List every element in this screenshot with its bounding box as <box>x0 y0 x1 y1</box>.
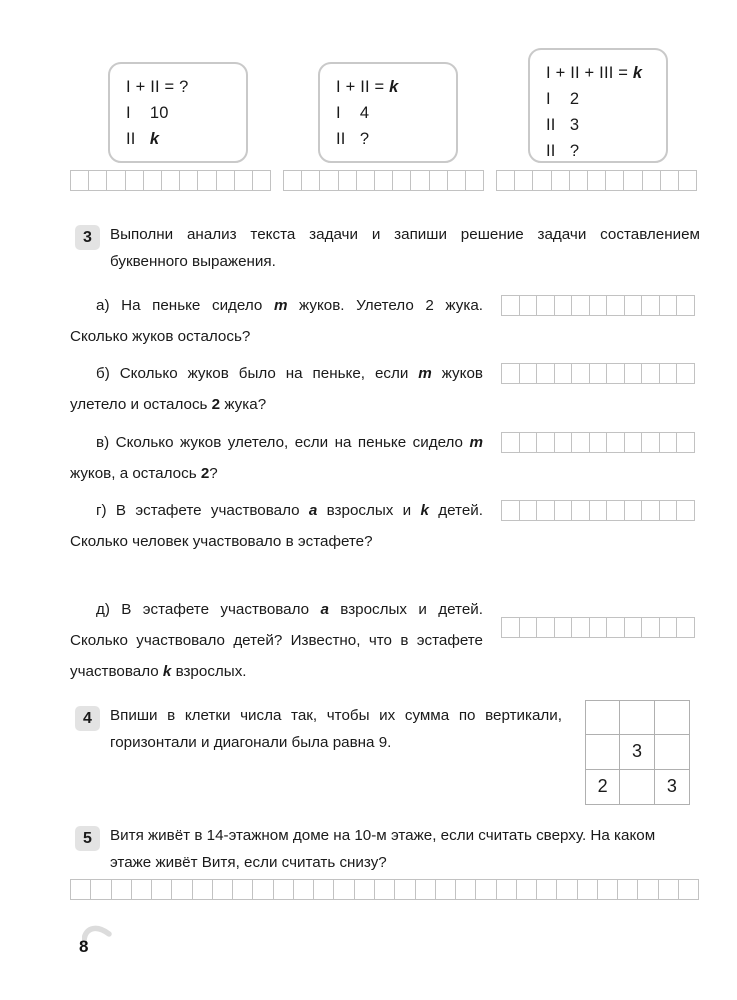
answer-cell[interactable] <box>537 296 555 315</box>
subitem-text: В эстафете участвовало a взрослых и детей. Сколько участвовало детей? Известно, что в эстафете участвовало k взрослых. <box>70 601 483 680</box>
answer-cell[interactable] <box>456 880 476 899</box>
magic-cell-filled[interactable]: 3 <box>666 776 677 797</box>
equation-text: I 2 <box>546 90 580 108</box>
answer-cell[interactable] <box>660 433 678 452</box>
answer-cell[interactable] <box>642 296 660 315</box>
answer-cell[interactable] <box>555 364 573 383</box>
answer-cell[interactable] <box>606 171 624 190</box>
answer-cell[interactable] <box>302 171 320 190</box>
answer-cell[interactable] <box>642 364 660 383</box>
answer-cell[interactable] <box>520 364 538 383</box>
variable-symbol: m <box>418 365 432 382</box>
answer-cell[interactable] <box>520 433 538 452</box>
answer-cell[interactable] <box>497 171 515 190</box>
answer-cell[interactable] <box>144 171 162 190</box>
page-footer <box>74 922 144 972</box>
variable-symbol: a <box>308 502 318 519</box>
variable-symbol: k <box>420 502 429 519</box>
answer-cell[interactable] <box>590 364 608 383</box>
answer-cell[interactable] <box>659 880 679 899</box>
answer-cell[interactable] <box>91 880 111 899</box>
answer-cell[interactable] <box>625 433 643 452</box>
subitem-label: д) <box>96 601 110 618</box>
card-equation-line <box>126 126 246 152</box>
subitem-label: г) <box>96 502 107 519</box>
subitem-text: В эстафете участвовало a взрослых и k детей. Сколько человек участвовало в эстафете? <box>70 502 483 550</box>
answer-strip-3a[interactable] <box>501 295 695 316</box>
magic-cell-filled[interactable]: 3 <box>620 735 654 769</box>
answer-cell[interactable] <box>572 618 590 637</box>
answer-cell[interactable] <box>284 171 302 190</box>
answer-cell[interactable] <box>607 501 625 520</box>
answer-cell[interactable] <box>607 433 625 452</box>
answer-cell[interactable] <box>625 618 643 637</box>
answer-cell[interactable] <box>107 171 125 190</box>
answer-cell[interactable] <box>677 501 694 520</box>
answer-cell[interactable] <box>590 433 608 452</box>
variable-symbol: k <box>389 78 399 96</box>
answer-cell[interactable] <box>679 171 696 190</box>
answer-cell[interactable] <box>502 501 520 520</box>
answer-cell[interactable] <box>552 171 570 190</box>
answer-cell[interactable] <box>572 364 590 383</box>
exercise5-prompt: Витя живёт в 14-этажном доме на 10-м этаже, если считать сверху. На каком этаже живёт Витя, если считать снизу? <box>110 827 656 871</box>
exercise3-prompt: Выполни анализ текста задачи и запиши решение задачи составлением буквенного выражения. <box>110 226 700 270</box>
variable-symbol: m <box>273 297 288 314</box>
answer-cell[interactable] <box>253 171 270 190</box>
exercise4-prompt: Впиши в клетки числа так, чтобы их сумма по вертикали, горизонтали и диагонали была равна 9. <box>110 707 562 751</box>
answer-cell[interactable] <box>557 880 577 899</box>
answer-cell[interactable] <box>607 296 625 315</box>
answer-cell[interactable] <box>638 880 658 899</box>
answer-cell[interactable] <box>642 433 660 452</box>
answer-cell[interactable] <box>339 171 357 190</box>
answer-cell[interactable] <box>152 880 172 899</box>
answer-cell[interactable] <box>533 171 551 190</box>
variable-symbol: k <box>149 130 160 148</box>
equation-text: I 10 <box>126 104 169 122</box>
answer-cell[interactable] <box>660 296 678 315</box>
subitem-label: а) <box>96 297 110 314</box>
answer-cell[interactable] <box>89 171 107 190</box>
answer-cell[interactable] <box>537 433 555 452</box>
answer-cell[interactable] <box>625 364 643 383</box>
subitem-label: в) <box>96 434 110 451</box>
card-equation-line <box>336 74 456 100</box>
answer-cell[interactable] <box>497 880 517 899</box>
answer-cell[interactable] <box>375 880 395 899</box>
card-equation-line <box>126 100 246 126</box>
answer-cell[interactable] <box>642 501 660 520</box>
equation-text: I + II = ? <box>126 78 189 96</box>
answer-cell[interactable] <box>515 171 533 190</box>
answer-cell[interactable] <box>357 171 375 190</box>
answer-cell[interactable] <box>572 501 590 520</box>
answer-cell[interactable] <box>430 171 448 190</box>
variable-symbol: k <box>162 663 172 680</box>
subitem-text: Сколько жуков было на пеньке, если m жуков улетело и осталось 2 жука? <box>70 365 483 413</box>
card-equation-line <box>546 112 666 138</box>
magic-cell-empty[interactable] <box>655 701 689 735</box>
magic-cell-empty[interactable] <box>655 735 689 769</box>
answer-cell[interactable] <box>537 880 557 899</box>
answer-cell[interactable] <box>217 171 235 190</box>
exercise3-item-b <box>70 358 483 420</box>
answer-cell[interactable] <box>537 501 555 520</box>
answer-cell[interactable] <box>393 171 411 190</box>
answer-cell[interactable] <box>162 171 180 190</box>
answer-cell[interactable] <box>71 171 89 190</box>
equation-card-2 <box>318 62 458 163</box>
answer-cell[interactable] <box>502 364 520 383</box>
answer-cell[interactable] <box>590 296 608 315</box>
subitem-text: На пеньке сидело m жуков. Улетело 2 жука. Сколько жуков осталось? <box>70 297 483 345</box>
answer-cell[interactable] <box>436 880 456 899</box>
equation-text: II ? <box>336 130 370 148</box>
answer-cell[interactable] <box>112 880 132 899</box>
answer-cell[interactable] <box>677 364 694 383</box>
answer-cell[interactable] <box>448 171 466 190</box>
answer-cell[interactable] <box>607 618 625 637</box>
answer-strip-3b[interactable] <box>501 363 695 384</box>
answer-cell[interactable] <box>502 296 520 315</box>
exercise3-item-v <box>70 427 483 489</box>
answer-cell[interactable] <box>624 171 642 190</box>
answer-cell[interactable] <box>395 880 415 899</box>
answer-cell[interactable] <box>416 880 436 899</box>
answer-cell[interactable] <box>677 433 694 452</box>
magic-cell-empty[interactable] <box>586 701 620 735</box>
subitem-text: Сколько жуков улетело, если на пеньке сидело m жуков, а осталось 2? <box>70 434 483 482</box>
variable-symbol: m <box>469 434 483 451</box>
answer-cell[interactable] <box>618 880 638 899</box>
card-equation-line <box>126 74 246 100</box>
answer-cell[interactable] <box>520 501 538 520</box>
answer-cell[interactable] <box>642 618 660 637</box>
exercise-number-4: 4 <box>75 706 100 731</box>
answer-cell[interactable] <box>502 433 520 452</box>
answer-cell[interactable] <box>625 501 643 520</box>
subitem-label: б) <box>96 365 110 382</box>
answer-cell[interactable] <box>537 364 555 383</box>
answer-cell[interactable] <box>555 433 573 452</box>
answer-cell[interactable] <box>411 171 429 190</box>
answer-cell[interactable] <box>677 618 694 637</box>
answer-cell[interactable] <box>590 618 608 637</box>
card-equation-line <box>546 60 666 86</box>
answer-cell[interactable] <box>132 880 152 899</box>
answer-cell[interactable] <box>660 364 678 383</box>
answer-strip-top-1[interactable] <box>70 170 271 191</box>
answer-cell[interactable] <box>555 501 573 520</box>
answer-cell[interactable] <box>520 618 538 637</box>
answer-cell[interactable] <box>274 880 294 899</box>
answer-strip-top-3[interactable] <box>496 170 697 191</box>
card-equation-line <box>546 86 666 112</box>
variable-symbol: k <box>632 64 643 82</box>
answer-strip-5[interactable] <box>70 879 699 900</box>
magic-cell-empty[interactable] <box>620 701 654 735</box>
answer-cell[interactable] <box>466 171 483 190</box>
answer-cell[interactable] <box>520 296 538 315</box>
answer-cell[interactable] <box>570 171 588 190</box>
equation-text: I + II + III = <box>546 64 633 82</box>
variable-symbol: a <box>320 601 329 618</box>
magic-square[interactable] <box>585 700 690 805</box>
answer-cell[interactable] <box>590 501 608 520</box>
answer-cell[interactable] <box>661 171 679 190</box>
answer-cell[interactable] <box>375 171 393 190</box>
answer-strip-3d[interactable] <box>501 617 695 638</box>
card-equation-line <box>336 126 456 152</box>
answer-cell[interactable] <box>314 880 334 899</box>
answer-cell[interactable] <box>235 171 253 190</box>
magic-cell-empty[interactable] <box>586 735 620 769</box>
answer-cell[interactable] <box>320 171 338 190</box>
answer-cell[interactable] <box>294 880 314 899</box>
magic-cell-empty[interactable] <box>620 770 654 804</box>
answer-cell[interactable] <box>588 171 606 190</box>
answer-cell[interactable] <box>334 880 354 899</box>
answer-cell[interactable] <box>598 880 618 899</box>
equation-text: I + II = <box>336 78 390 96</box>
answer-cell[interactable] <box>71 880 91 899</box>
answer-cell[interactable] <box>537 618 555 637</box>
answer-cell[interactable] <box>677 296 694 315</box>
answer-cell[interactable] <box>555 618 573 637</box>
answer-cell[interactable] <box>607 364 625 383</box>
answer-cell[interactable] <box>355 880 375 899</box>
exercise3-item-d <box>70 594 483 687</box>
bold-number: 2 <box>200 465 210 482</box>
exercise-number-5: 5 <box>75 826 100 851</box>
answer-cell[interactable] <box>233 880 253 899</box>
top-cards-row <box>70 44 700 166</box>
answer-cell[interactable] <box>476 880 496 899</box>
answer-cell[interactable] <box>625 296 643 315</box>
answer-strip-3g[interactable] <box>501 500 695 521</box>
page-number: 8 <box>79 937 89 956</box>
answer-cell[interactable] <box>572 296 590 315</box>
equation-text: II ? <box>546 142 580 160</box>
answer-cell[interactable] <box>180 171 198 190</box>
answer-cell[interactable] <box>193 880 213 899</box>
answer-cell[interactable] <box>578 880 598 899</box>
answer-cell[interactable] <box>198 171 216 190</box>
answer-cell[interactable] <box>555 296 573 315</box>
card-equation-line <box>546 138 666 164</box>
answer-cell[interactable] <box>660 618 678 637</box>
equation-text: II <box>126 130 150 148</box>
answer-cell[interactable] <box>502 618 520 637</box>
answer-cell[interactable] <box>679 880 698 899</box>
answer-cell[interactable] <box>253 880 273 899</box>
answer-cell[interactable] <box>517 880 537 899</box>
answer-cell[interactable] <box>643 171 661 190</box>
answer-cell[interactable] <box>213 880 233 899</box>
equation-card-3 <box>528 48 668 163</box>
answer-strip-top-2[interactable] <box>283 170 484 191</box>
card-equation-line <box>336 100 456 126</box>
exercise3-item-a <box>70 290 483 352</box>
equation-text: II 3 <box>546 116 580 134</box>
exercise3-item-g <box>70 495 483 557</box>
answer-strip-3v[interactable] <box>501 432 695 453</box>
magic-cell-filled[interactable]: 2 <box>586 770 620 804</box>
exercise-number-3: 3 <box>75 225 100 250</box>
answer-cell[interactable] <box>126 171 144 190</box>
answer-cell[interactable] <box>660 501 678 520</box>
answer-cell[interactable] <box>572 433 590 452</box>
bold-number: 2 <box>211 396 221 413</box>
equation-text: I 4 <box>336 104 370 122</box>
equation-card-1 <box>108 62 248 163</box>
answer-cell[interactable] <box>172 880 192 899</box>
